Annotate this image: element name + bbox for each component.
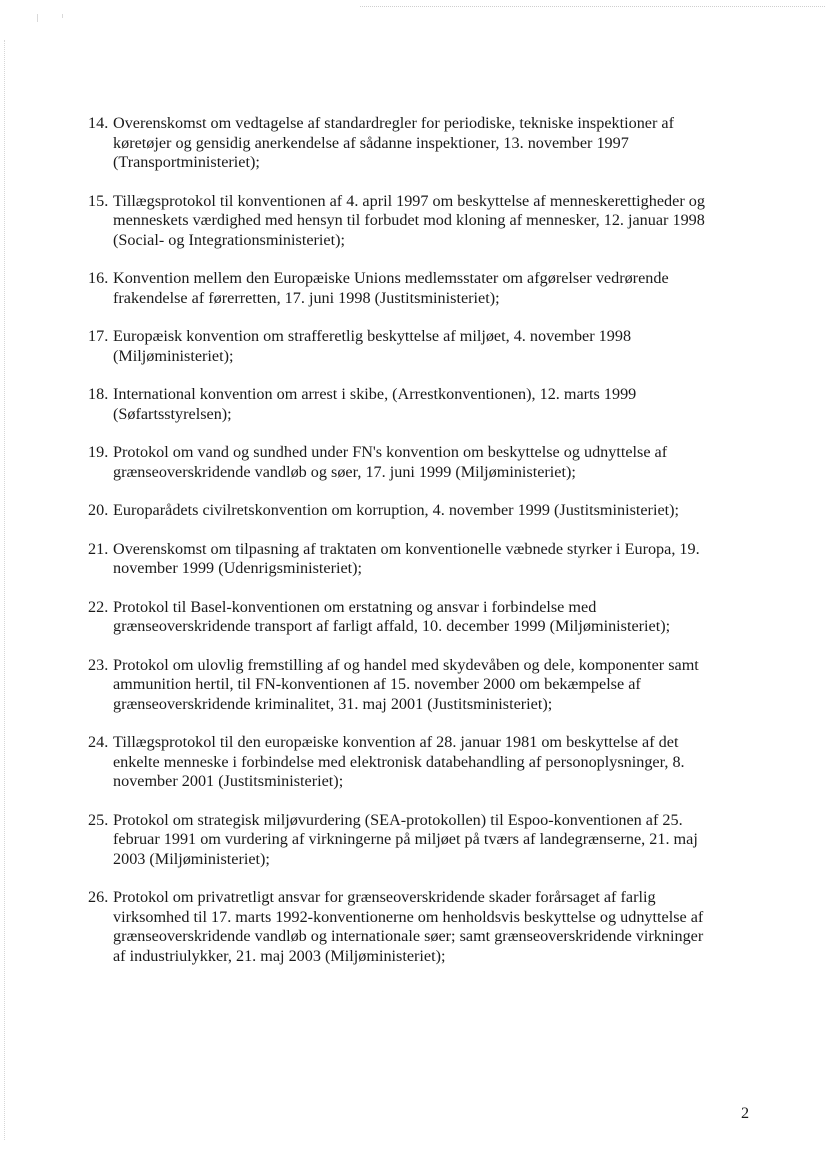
item-text: Protokol om ulovlig fremstilling af og handel med skydevåben og dele, komponenter samt ammunition hertil, til FN-konventionen af 15. november 2000 om bekæmpelse af grænseoverskridende kriminalitet, 31. maj 2001 (Justitsministeriet); (113, 655, 699, 713)
list-item (88, 192, 758, 251)
item-text: International konvention om arrest i skibe, (Arrestkonventionen), 12. marts 1999 (Søfartsstyrelsen); (113, 385, 637, 423)
item-text: Konvention mellem den Europæiske Unions medlemsstater om afgørelser vedrørende frakendelse af førerretten, 17. juni 1998 (Justitsministeriet); (113, 269, 669, 307)
item-number: 26. (88, 888, 109, 906)
item-text: Protokol om strategisk miljøvurdering (SEA-protokollen) til Espoo-konventionen af 25. februar 1991 om vurdering af virkningerne på miljøet på tværs af landegrænserne, 21. maj 2003 (Miljøministeriet); (113, 810, 698, 868)
list-item (88, 888, 758, 966)
list-item (88, 269, 758, 308)
scan-mark (37, 14, 38, 22)
list-item (88, 327, 758, 366)
list-item (88, 811, 758, 870)
item-number: 24. (88, 733, 109, 751)
item-number: 22. (88, 597, 109, 616)
item-number: 16. (88, 269, 109, 287)
item-number: 20. (88, 501, 109, 519)
item-text: Protokol til Basel-konventionen om erstatning og ansvar i forbindelse med grænseoverskridende transport af farligt affald, 10. december 1999 (Miljøministeriet); (113, 597, 671, 635)
item-number: 23. (88, 655, 109, 674)
page-number: 2 (741, 1104, 750, 1122)
item-text: Tillægsprotokol til den europæiske konvention af 28. januar 1981 om beskyttelse af det enkelte menneske i forbindelse med elektronisk databehandling af personoplysninger, 8. november 2001 (Justitsministeriet); (113, 733, 685, 790)
item-number: 17. (88, 327, 109, 345)
item-text: Europæisk konvention om strafferetlig beskyttelse af miljøet, 4. november 1998 (Miljøministeriet); (113, 327, 632, 365)
item-number: 18. (88, 385, 109, 403)
item-text: Europarådets civilretskonvention om korruption, 4. november 1999 (Justitsministeriet); (113, 501, 680, 519)
item-number: 21. (88, 539, 109, 558)
scan-mark (62, 14, 63, 18)
item-number: 19. (88, 443, 109, 461)
item-text: Protokol om privatretligt ansvar for grænseoverskridende skader forårsaget af farlig virksomhed til 17. marts 1992-konventionerne om henholdsvis beskyttelse og udnyttelse af grænseoverskridende vandløb og internationale søer; samt grænseoverskridende virkninger af industriulykker, 21. maj 2003 (Miljøministeriet); (113, 888, 704, 965)
item-number: 14. (88, 114, 109, 132)
list-item (88, 385, 758, 424)
list-item (88, 501, 758, 521)
item-number: 25. (88, 810, 109, 829)
list-item (88, 540, 758, 579)
list-item (88, 733, 758, 792)
list-item (88, 443, 758, 482)
scan-edge-top (360, 6, 825, 7)
scan-edge-left (4, 40, 5, 1140)
item-text: Overenskomst om vedtagelse af standardregler for periodiske, tekniske inspektioner af køretøjer og gensidig anerkendelse af sådanne inspektioner, 13. november 1997 (Transportministeriet); (113, 114, 674, 171)
item-text: Tillægsprotokol til konventionen af 4. april 1997 om beskyttelse af menneskerettigheder og menneskets værdighed med hensyn til forbudet mod kloning af mennesker, 12. januar 1998 (Social- og Integrationsministeriet); (113, 191, 705, 249)
list-item (88, 598, 758, 637)
list-item (88, 656, 758, 715)
item-text: Overenskomst om tilpasning af traktaten om konventionelle væbnede styrker i Europa, 19. november 1999 (Udenrigsministeriet); (113, 539, 700, 577)
list-item (88, 114, 758, 173)
item-number: 15. (88, 191, 109, 210)
convention-list (88, 114, 758, 985)
item-text: Protokol om vand og sundhed under FN's konvention om beskyttelse og udnyttelse af grænseoverskridende vandløb og søer, 17. juni 1999 (Miljøministeriet); (113, 443, 668, 481)
